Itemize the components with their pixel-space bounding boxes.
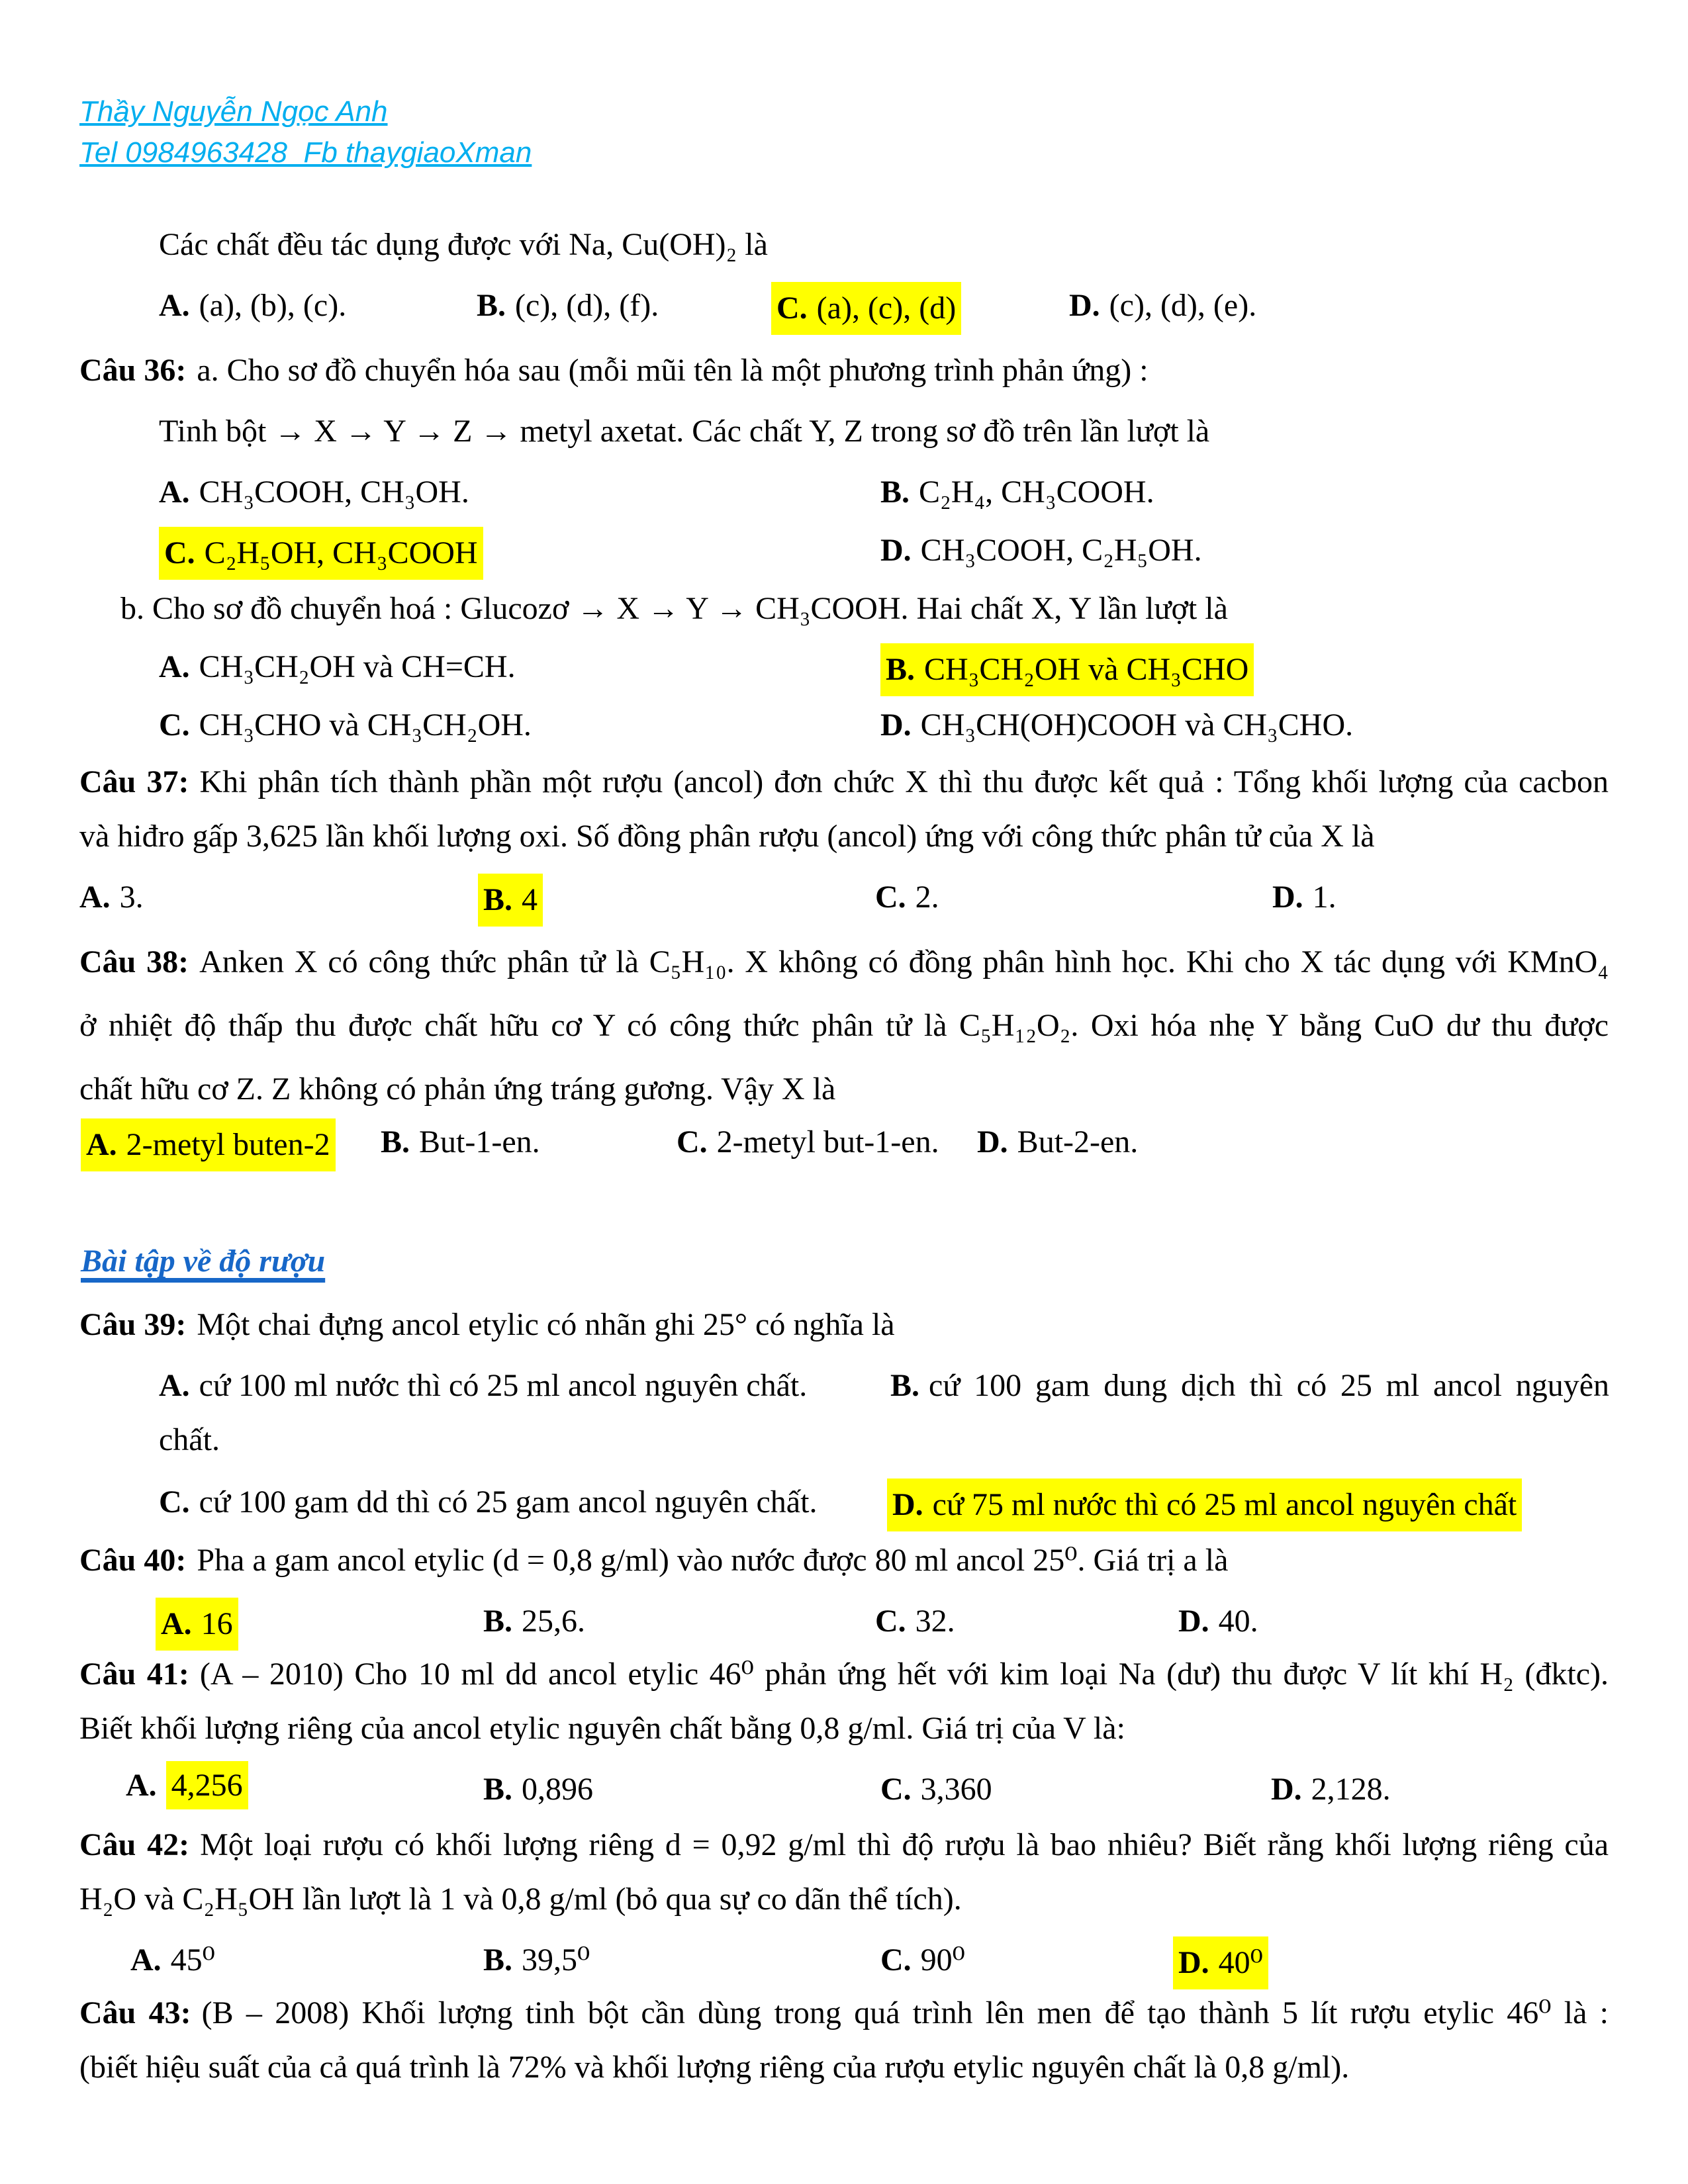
option-letter: B. xyxy=(483,1772,513,1807)
option-letter: B. xyxy=(483,1942,513,1978)
q40-option-d xyxy=(1178,1602,1258,1641)
section-title: Bài tập về độ rượu xyxy=(81,1244,326,1279)
option-letter: C. xyxy=(875,880,906,915)
option-text: (c), (d), (f). xyxy=(515,288,659,323)
question-37-label: Câu 37: xyxy=(79,764,189,799)
question-39-head-text: Một chai đựng ancol etylic có nhãn ghi 25° có nghĩa là xyxy=(197,1307,895,1342)
option-text: 40⁰ xyxy=(1218,1945,1263,1980)
question-38-label: Câu 38: xyxy=(79,944,189,979)
option-letter: D. xyxy=(1272,880,1303,915)
q36a-option-c-highlighted xyxy=(159,527,483,580)
option-letter: B. xyxy=(381,1124,410,1160)
q36b-option-b-highlighted xyxy=(880,643,1254,696)
question-38-text-1: Anken X có công thức phân tử là C₅H₁₀. X không có đồng phân hình học. Khi cho X tác dụng với KMnO₄ xyxy=(199,944,1609,979)
option-text: But-2-en. xyxy=(1017,1124,1139,1160)
question-40-head xyxy=(79,1541,1228,1580)
option-text: 16 xyxy=(201,1606,233,1641)
question-37-line-1 xyxy=(79,762,1609,802)
option-letter: B. xyxy=(886,652,915,687)
intro-option-d xyxy=(1069,286,1256,326)
option-text: cứ 75 ml nước thì có 25 ml ancol nguyên chất xyxy=(932,1487,1517,1522)
option-letter: B. xyxy=(477,288,506,323)
option-letter: A. xyxy=(126,1768,157,1803)
option-text: C₂H₅OH, CH₃COOH xyxy=(204,535,478,570)
question-42-label: Câu 42: xyxy=(79,1827,190,1862)
question-43-line-2: (biết hiệu suất của cả quá trình là 72% và khối lượng riêng của rượu etylic nguyên chất là 0,8 g/ml). xyxy=(79,2050,1350,2085)
q39-option-c xyxy=(159,1482,817,1522)
option-letter: D. xyxy=(1271,1772,1302,1807)
question-42-text-1: Một loại rượu có khối lượng riêng d = 0,92 g/ml thì độ rượu là bao nhiêu? Biết rằng khối lượng riêng của xyxy=(200,1827,1609,1862)
option-text: 0,896 xyxy=(522,1772,594,1807)
q36b-option-d xyxy=(880,705,1353,745)
question-43-label: Câu 43: xyxy=(79,1995,191,2030)
q36b-option-c xyxy=(159,705,532,745)
question-36-label: Câu 36: xyxy=(79,353,187,388)
q39-option-a xyxy=(159,1366,807,1406)
q38-option-d xyxy=(977,1122,1138,1162)
option-text: CH₃CH₂OH và CH=CH. xyxy=(199,649,516,684)
option-text: 4 xyxy=(522,882,538,917)
option-text: (c), (d), (e). xyxy=(1109,288,1257,323)
q37-option-a xyxy=(79,878,144,917)
option-text: CH₃CH₂OH và CH₃CHO xyxy=(924,652,1249,687)
option-letter: D. xyxy=(880,707,912,743)
option-text: 45⁰ xyxy=(170,1942,215,1978)
question-39-head xyxy=(79,1305,895,1345)
intro-option-a xyxy=(159,286,346,326)
option-text: 2-metyl but-1-en. xyxy=(716,1124,939,1160)
option-letter: C. xyxy=(677,1124,708,1160)
option-text: 2,128. xyxy=(1311,1772,1391,1807)
option-text: CH₃COOH, CH₃OH. xyxy=(199,475,469,510)
teacher-contact: Tel 0984963428 Fb thaygiaoXman xyxy=(79,136,532,169)
option-letter: C. xyxy=(164,535,195,570)
q38-option-c xyxy=(677,1122,939,1162)
q37-option-d xyxy=(1272,878,1336,917)
option-letter: A. xyxy=(159,288,190,323)
question-42-line-1 xyxy=(79,1825,1609,1865)
option-letter: A. xyxy=(159,1368,190,1403)
option-text: 3. xyxy=(119,880,144,915)
option-letter: D. xyxy=(1178,1604,1209,1639)
q39-option-b-line-2: chất. xyxy=(159,1422,220,1457)
question-40-label: Câu 40: xyxy=(79,1543,187,1578)
question-41-line-1 xyxy=(79,1655,1609,1694)
option-letter: A. xyxy=(86,1127,117,1162)
option-letter: C. xyxy=(159,707,190,743)
teacher-name: Thầy Nguyễn Ngọc Anh xyxy=(79,95,388,128)
q41-option-c xyxy=(880,1770,992,1809)
option-letter: B. xyxy=(890,1368,920,1403)
option-letter: A. xyxy=(79,880,111,915)
option-text: But-1-en. xyxy=(419,1124,540,1160)
option-text-highlighted: 4,256 xyxy=(166,1761,248,1809)
option-letter: C. xyxy=(880,1942,912,1978)
q36a-option-d xyxy=(880,531,1202,570)
q38-option-b xyxy=(381,1122,540,1162)
q42-option-d-highlighted xyxy=(1173,1936,1268,1989)
option-letter: C. xyxy=(776,291,808,326)
option-letter: D. xyxy=(1069,288,1100,323)
option-letter: B. xyxy=(483,1604,513,1639)
q37-option-c xyxy=(875,878,939,917)
option-text: 25,6. xyxy=(522,1604,586,1639)
option-text: (a), (b), (c). xyxy=(199,288,347,323)
question-38-line-2: ở nhiệt độ thấp thu được chất hữu cơ Y có công thức phân tử là C₅H₁₂O₂. Oxi hóa nhẹ Y bằng CuO dư thu được xyxy=(79,1008,1609,1043)
option-letter: A. xyxy=(159,475,190,510)
q39-option-b-line-1 xyxy=(890,1366,1609,1406)
q41-option-a xyxy=(126,1766,248,1805)
option-text: 90⁰ xyxy=(920,1942,965,1978)
question-38-line-1 xyxy=(79,942,1609,982)
intro-option-b xyxy=(477,286,659,326)
q36a-option-a xyxy=(159,473,469,512)
option-letter: B. xyxy=(483,882,513,917)
option-letter: A. xyxy=(159,649,190,684)
question-36-head-text: a. Cho sơ đồ chuyển hóa sau (mỗi mũi tên là một phương trình phản ứng) : xyxy=(197,353,1149,388)
option-text: cứ 100 ml nước thì có 25 ml ancol nguyên chất. xyxy=(199,1368,808,1403)
question-36a-scheme: Tinh bột → X → Y → Z → metyl axetat. Các chất Y, Z trong sơ đồ trên lần lượt là xyxy=(159,414,1210,449)
q39-option-d-highlighted xyxy=(887,1479,1522,1531)
option-text: 1. xyxy=(1312,880,1336,915)
intro-option-c-highlighted xyxy=(771,282,961,335)
option-text: 2-metyl buten-2 xyxy=(126,1127,330,1162)
option-letter: C. xyxy=(159,1484,190,1520)
question-43-line-1 xyxy=(79,1993,1609,2033)
question-36b-head: b. Cho sơ đồ chuyển hoá : Glucozơ → X → Y → CH₃COOH. Hai chất X, Y lần lượt là xyxy=(120,591,1228,626)
question-36-head xyxy=(79,351,1149,390)
question-41-text-1: (A – 2010) Cho 10 ml dd ancol etylic 46⁰ phản ứng hết với kim loại Na (dư) thu được V lít khí H₂ (đktc). xyxy=(199,1657,1609,1692)
q42-option-a xyxy=(130,1940,215,1980)
q40-option-c xyxy=(875,1602,955,1641)
q38-option-a-highlighted xyxy=(81,1118,336,1171)
option-text: CH₃CH(OH)COOH và CH₃CHO. xyxy=(920,707,1354,743)
option-letter: C. xyxy=(875,1604,906,1639)
q36b-option-a xyxy=(159,647,516,687)
question-41-line-2: Biết khối lượng riêng của ancol etylic nguyên chất bằng 0,8 g/ml. Giá trị của V là: xyxy=(79,1711,1125,1746)
option-letter: D. xyxy=(880,533,912,568)
option-letter: B. xyxy=(880,475,910,510)
option-text: 39,5⁰ xyxy=(522,1942,590,1978)
option-text: 32. xyxy=(915,1604,955,1639)
option-text: cứ 100 gam dd thì có 25 gam ancol nguyên chất. xyxy=(199,1484,818,1520)
q36a-option-b xyxy=(880,473,1154,512)
option-text: 2. xyxy=(915,880,939,915)
option-text: cứ 100 gam dung dịch thì có 25 ml ancol nguyên xyxy=(929,1368,1609,1403)
question-43-text-1: (B – 2008) Khối lượng tinh bột cần dùng trong quá trình lên men để tạo thành 5 lít rượu etylic 46⁰ là : xyxy=(201,1995,1609,2030)
q42-option-c xyxy=(880,1940,965,1980)
q41-option-b xyxy=(483,1770,593,1809)
question-37-text-1: Khi phân tích thành phần một rượu (ancol) đơn chức X thì thu được kết quả : Tổng khối lượng của cacbon xyxy=(199,764,1609,799)
intro-stem: Các chất đều tác dụng được với Na, Cu(OH)₂ là xyxy=(159,227,768,262)
question-38-line-3: chất hữu cơ Z. Z không có phản ứng tráng gương. Vậy X là xyxy=(79,1071,836,1107)
option-letter: D. xyxy=(1178,1945,1209,1980)
option-text: CH₃COOH, C₂H₅OH. xyxy=(920,533,1202,568)
option-letter: A. xyxy=(161,1606,192,1641)
question-37-line-2: và hiđro gấp 3,625 lần khối lượng oxi. Số đồng phân rượu (ancol) ứng với công thức phân tử của X là xyxy=(79,819,1375,854)
q42-option-b xyxy=(483,1940,590,1980)
question-41-label: Câu 41: xyxy=(79,1657,189,1692)
question-40-head-text: Pha a gam ancol etylic (d = 0,8 g/ml) vào nước được 80 ml ancol 25⁰. Giá trị a là xyxy=(197,1543,1229,1578)
q37-option-b-highlighted xyxy=(478,874,543,927)
option-text: 40. xyxy=(1218,1604,1258,1639)
option-text: C₂H₄, CH₃COOH. xyxy=(919,475,1154,510)
option-letter: C. xyxy=(880,1772,912,1807)
q40-option-a-highlighted xyxy=(156,1598,238,1651)
q40-option-b xyxy=(483,1602,585,1641)
option-letter: A. xyxy=(130,1942,162,1978)
option-text: CH₃CHO và CH₃CH₂OH. xyxy=(199,707,532,743)
option-text: 3,360 xyxy=(920,1772,992,1807)
option-letter: D. xyxy=(892,1487,923,1522)
question-39-label: Câu 39: xyxy=(79,1307,187,1342)
option-letter: D. xyxy=(977,1124,1008,1160)
option-text: (a), (c), (d) xyxy=(816,291,957,326)
q41-option-d xyxy=(1271,1770,1391,1809)
question-42-line-2: H₂O và C₂H₅OH lần lượt là 1 và 0,8 g/ml (bỏ qua sự co dãn thể tích). xyxy=(79,1882,962,1917)
